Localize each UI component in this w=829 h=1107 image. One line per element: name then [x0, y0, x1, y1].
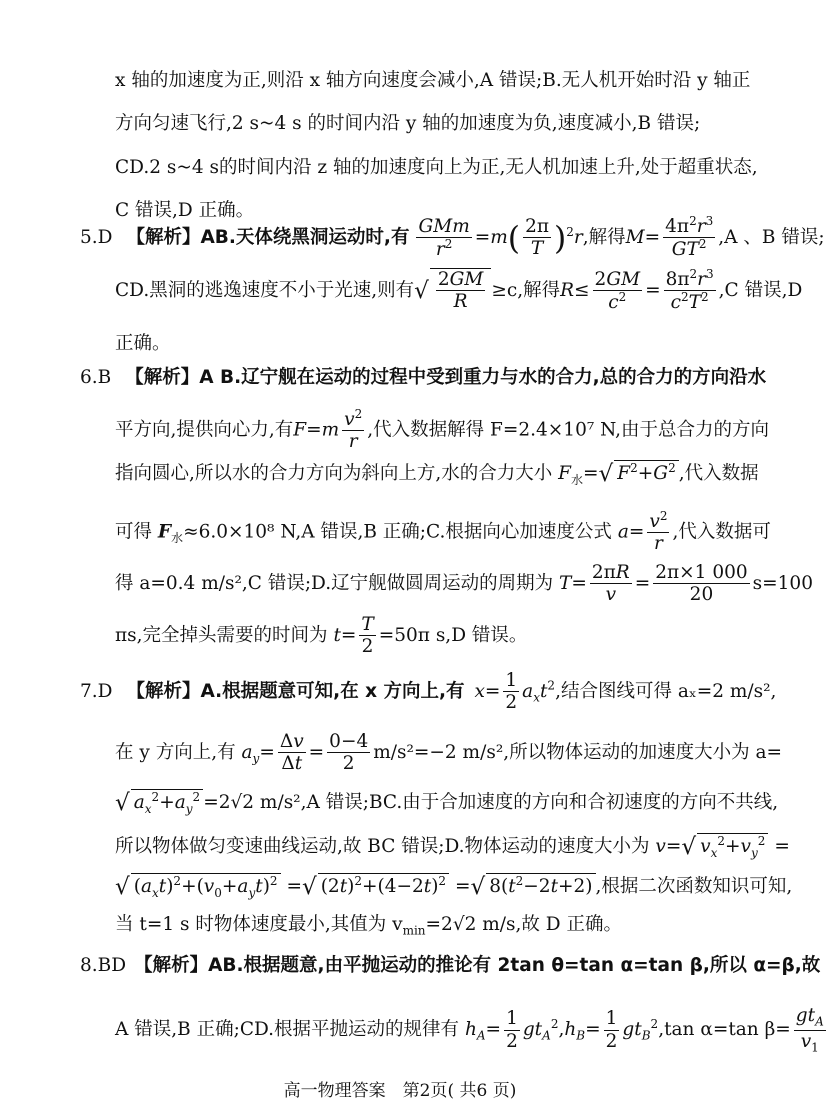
q6-line1: 6.B 【解析】A B.辽宁舰在运动的过程中受到重力与水的合力,总的合力的方向沿水 — [80, 367, 767, 388]
answer-number: 6.B — [80, 367, 112, 388]
q8-line2: A 错误,B 正确;CD.根据平抛运动的规律有 $h_A=$ $\frac{1}{2}$ $gt_A^2,h_B=$ $\frac{1}{2}$ $gt_B^2,\tan$ α=tan β= $\frac{gt_A}{v_1}$ — [115, 1005, 824, 1055]
text-line: 所以物体做匀变速曲线运动,故 BC 错误;D.物体运动的速度大小为 v=√ $v_x^2+v_y^2$ = — [115, 834, 790, 861]
text-line: CD.2 s~4 s的时间内沿 z 轴的加速度向上为正,无人机加速上升,处于超重状态, — [115, 157, 758, 178]
q5-line2: CD.黑洞的逃逸速度不小于光速,则有√ $\frac{2GM}{R}$ ≥c,解得R≤ $\frac{2GM}{c^2}$ = $\frac{8\pi^2r^3}{c^2T^2}$ ,C 错误,D — [115, 267, 803, 314]
q7-line1: 7.D 【解析】A.根据题意可知,在 x 方向上,有 x= $\frac{1}{2}$ $a_xt^2$,结合图线可得 aₓ=2 m/s², — [80, 670, 777, 714]
q5-line1: 5.D 【解析】AB.天体绕黑洞运动时,有 $\frac{\text{GMm}}{r^2}$ =m( $\frac{2\pi}{T}$ )$^2$r,解得M= $\frac{4\pi^2r^3}{GT^2}$ ,A 、B 错误; — [80, 214, 825, 261]
page-footer: 高一物理答案 第2页( 共6 页) — [283, 1081, 517, 1101]
answer-number: 7.D — [80, 680, 113, 702]
q6-line4: 可得 $F_水\approx 6.0\times 10^8$ N,A 错误,B 正确;C.根据向心加速度公式 a= $\frac{v^2}{r}$ ,代入数据可 — [115, 509, 771, 555]
q6-line2: 平方向,提供向心力,有F=m $\frac{v^2}{r}$ ,代入数据解得 F=2.4×10⁷ N,由于总合力的方向 — [115, 407, 770, 453]
q5-text: 【解析】AB.天体绕黑洞运动时,有 — [126, 226, 410, 248]
q6-line6: πs,完全掉头需要的时间为 t= $\frac{T}{2}$ =50π s,D 错误。 — [115, 614, 528, 658]
answer-number: 5.D — [80, 226, 113, 248]
q6-line5: 得 a=0.4 m/s²,C 错误;D.辽宁舰做圆周运动的周期为 T= $\frac{2\pi R}{v}$ = $\frac{2\pi\times 1 000}{20}$ s=100 — [115, 562, 813, 606]
q7-line5: √ $(a_xt)^2+(v_0+a_yt)^2$ =√ $(2t)^2+(4-2t)^2$ =√ $8(t^2-2t+2)$ ,根据二次函数知识可知, — [115, 874, 793, 901]
text-line: 正确。 — [115, 333, 171, 354]
text-line: x 轴的加速度为正,则沿 x 轴方向速度会减小,A 错误;B.无人机开始时沿 y 轴正 — [115, 70, 751, 91]
q7-line2: 在 y 方向上,有 $a_y=$ $\frac{\Delta v}{\Delta t}$ = $\frac{0-4}{2}$ m/s²=−2 m/s²,所以物体运动的加速度大小为 a= — [115, 731, 783, 775]
answer-number: 8.BD — [80, 955, 127, 976]
text-line: 方向匀速飞行,2 s~4 s 的时间内沿 y 轴的加速度为负,速度减小,B 错误; — [115, 113, 701, 134]
q6-line3: 指向圆心,所以水的合力方向为斜向上方,水的合力大小 $F_水=√$ $F^2+G^2$ ,代入数据 — [115, 461, 759, 488]
q8-line1: 8.BD 【解析】AB.根据题意,由平抛运动的推论有 2tan θ=tan α=tan β,所以 α=β,故 — [80, 955, 821, 976]
q7-line3: √ $a_x^2+a_y^2 =2√2$ m/s²,A 错误;BC.由于合加速度的方向和合初速度的方向不共线, — [115, 790, 779, 817]
text-line: C 错误,D 正确。 — [115, 200, 255, 221]
q7-line6: 当 t=1 s 时物体速度最小,其值为 $v_{min}=2√2$ m/s,故 D 正确。 — [115, 914, 623, 938]
